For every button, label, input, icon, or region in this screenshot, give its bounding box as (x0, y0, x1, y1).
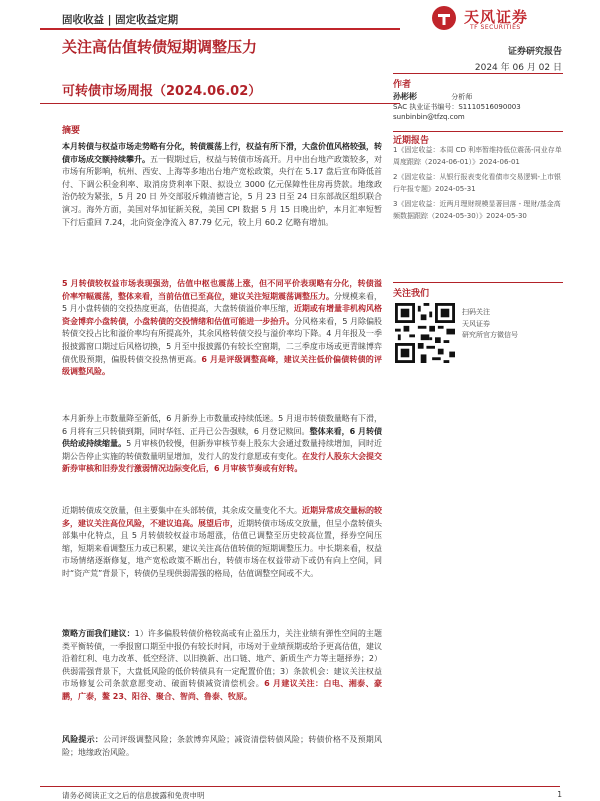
logo (430, 4, 580, 34)
author-role: 分析师 (451, 93, 473, 101)
report-category: 固收收益 | 固定收益定期 (62, 14, 179, 26)
logo-name-en: TF SECURITIES (470, 24, 521, 31)
page-number: 1 (557, 790, 562, 799)
summary-p2-bold: 5 月转债较权益市场表现强劲，估值中枢也震荡上涨，但不同平价表现略有分化，转债溢价率窄幅震荡，整体来看，当前估值已至高位，建议关注短期震荡调整压力。 (62, 279, 382, 301)
report-type: 证券研究报告 (507, 47, 562, 57)
summary-label: 摘要 (62, 126, 81, 136)
summary-p4-bold: 近期异常成交量标的较多，建议关注高位风险，不建议追高。展望后市， (62, 506, 382, 528)
follow-line: 研究所官方微信号 (462, 331, 518, 339)
sub-title: 可转债市场周报（2024.06.02） (62, 84, 262, 99)
follow-divider (393, 282, 563, 283)
header-divider (40, 28, 400, 30)
summary-paragraph-3 (62, 413, 382, 476)
recent-reports-label: 近期报告 (393, 136, 430, 146)
recent-divider (393, 131, 563, 132)
follow-line: 扫码关注 (462, 308, 490, 316)
summary-p5-bold: 策略方面我们建议： (62, 629, 135, 638)
summary-p3-text: 本月新券上市数量降至新低，6 月新券上市数量或持续低迷。5 月退市转债数量略有下滑，6 月将有三只转债到期，同时华钰、正丹已公告强赎，6 月登记赎回。 (62, 414, 382, 436)
author-name: 孙彬彬 (393, 92, 417, 101)
author-block (393, 92, 568, 122)
summary-paragraph-1 (62, 141, 382, 229)
follow-text (462, 307, 518, 342)
footer-divider (40, 786, 560, 787)
main-title: 关注高估值转债短期调整压力 (62, 38, 258, 56)
footer-disclaimer: 请务必阅读正文之后的信息披露和免责申明 (62, 791, 205, 800)
right-column-divider (393, 73, 563, 74)
summary-paragraph-4 (62, 505, 382, 581)
tf-logo-icon (430, 4, 458, 32)
qr-code-icon[interactable] (395, 303, 455, 363)
author-email[interactable]: sunbinbin@tfzq.com (393, 113, 465, 121)
summary-p5-text: 1）许多偏股转债价格较高或有止盈压力，关注业绩有弹性空间的主题类平衡转债，一季报窗口期至中报仍有较长时间，市场对于业绩预期或给予更高估值，建议沿着红利、电力改革、低空经济、以旧换新、出口链、地产、新质生产力等主题择券；2）供弱需强背景下，大盘低风险的低价转债具有一定配置价值；3）条款机会：建议关注权益市场修复公司条款意愿变动、破面转债减资清偿机会。 (62, 629, 382, 689)
risk-label: 风险提示： (62, 735, 104, 744)
summary-p2-text: 分规模来看，5 月小盘转债的交投热度更高，估值提高，大盘转债溢价率压缩， (62, 291, 382, 314)
summary-paragraph-2 (62, 278, 382, 379)
summary-p3-text-c: 5 月审核仍较慢，但新券审核节奏上股东大会通过数量持续增加，同时近期公告停止实施的转债数量明显增加，发行人的发行意愿或有变化。 (62, 439, 382, 461)
summary-p2-text-c: 分风格来看，5 月除偏股转债交投占比和溢价率均有所提高外，其余风格转债交投与溢价率均下降。4 月年报及一季报披露窗口期过后风格切换，5 月至中报披露仍有较长空窗期，二三季度市场或更青睐博弈债优股预期，偏股转债交投热情更高。 (62, 316, 382, 364)
follow-label: 关注我们 (393, 289, 430, 299)
summary-p4-text: 近期转债成交放量，但主要集中在头部转债，其余成交量变化不大。 (62, 506, 302, 515)
recent-reports-list (393, 145, 563, 222)
recent-report-item[interactable]: 1《固定收益：本周 CD 利率暂维持低位震荡-同业存单周度跟踪（2024-06-01）》2024-06-01 (393, 146, 562, 166)
recent-report-item[interactable]: 2《固定收益：从银行报表变化看债市交易逻辑-上市银行年报专题》2024-05-31 (393, 173, 561, 193)
follow-line: 天风证券 (462, 319, 490, 328)
report-date: 2024 年 06 月 02 日 (474, 63, 562, 73)
summary-p5-bold-c: 6 月建议关注：白电、湘泰、豪鹏，广泰，鳌 23、阳谷、聚合、智尚、鲁泰、牧原。 (62, 679, 383, 701)
risk-text: 公司评级调整风险；条款博弈风险；减资清偿转债风险；转债价格不及预期风险；地缘政治风险。 (62, 735, 383, 757)
author-license: SAC 执业证书编号：S1110516090003 (393, 103, 521, 111)
recent-report-item[interactable]: 3《固定收益：近两月理财规模显著回落 - 理财/基金高频数据跟踪（2024-05-30）》2024-05-30 (393, 200, 561, 220)
summary-p2-bold-b: 近期或有增量非机构风格资金博弈小盘转债，小盘转债的交投情绪和估值可能进一步抬升。 (62, 304, 382, 326)
summary-p1-bold: 本月转债与权益市场走势略有分化，转债震荡上行，权益有所下滑，大盘价值风格较强，转债市场成交额持续攀升。 (62, 142, 382, 164)
risk-paragraph (62, 734, 382, 759)
logo-name-cn: 天风证券 (464, 8, 529, 26)
summary-p1-text: 五一假期过后，权益与转债市场高开。月中出台地产政策较多，对市场有所影响，杭州、西安、上海等多地出台地产宽松政策，央行在 5.17 盘后宣布降低首付、下调公积金利率、取消房贷利率下限、拟设立 3000 亿元保障性住房再贷款。地缘政治仍较为紧张，5 月 20 日 外交部驳斥赖清德言论，5 月 23 日至 24 日东部战区组织联合演习。海外方面，美国对华加征新关税，美国 CPI 数据 5 月 15 日晚出炉，本月汇率短暂下行后重回 7.24，北向资金净流入 87.79 亿元，较上月 60.2 亿略有增加。 (62, 154, 382, 227)
summary-p2-bold-d: 6 月是评级调整高峰，建议关注低价偏债转债的评级调整风险。 (62, 354, 382, 377)
title-divider (40, 103, 400, 104)
author-label: 作者 (393, 80, 412, 90)
summary-p3-bold-d: 在发行人股东大会提交新券审核和旧券发行激弱情况边际变化后，6 月审核节奏或有好转。 (62, 451, 382, 474)
summary-p4-text-c: 近期转债市场成交放量，但呈小盘转债头部集中化特点，且 5 月转债较权益市场超涨，估值已调整至历史较高位置，择券空间压缩，短期来看调整压力或已积累，建议关注高估值转债的短期调整压力。中长期来看，权益市场情绪逐渐修复，地产宽松政策不断出台，转债市场在权益带动下或仍有向上空间，同时“资产荒”背景下，转债仍呈现供弱需强的格局，估值调整空间或不大。 (62, 518, 382, 578)
summary-paragraph-5 (62, 628, 382, 704)
summary-p3-bold: 整体来看，6 月转债供给或持续缩量。 (62, 426, 382, 449)
